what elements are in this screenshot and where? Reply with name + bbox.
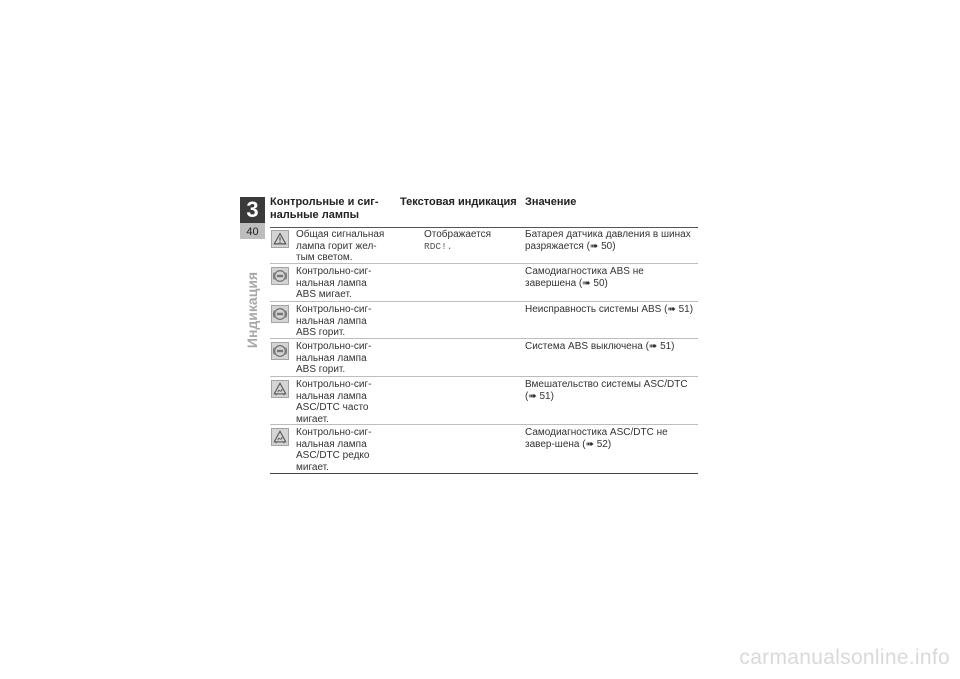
meaning: Самодиагностика ASC/DTC не завер-шена (➠ 52) bbox=[525, 427, 668, 450]
text-display-code: RDC!. bbox=[424, 240, 453, 252]
lamp-description: Контрольно-сиг-нальная лампа ASC/DTC редко мигает. bbox=[296, 427, 372, 473]
lamp-description: Контрольно-сиг-нальная лампа ABS горит. bbox=[296, 304, 372, 338]
page-number: 40 bbox=[246, 226, 259, 238]
watermark: carmanualsonline.info bbox=[739, 646, 950, 669]
meaning: Батарея датчика давления в шинах разряжается (➠ 50) bbox=[525, 229, 691, 252]
header-meaning: Значение bbox=[525, 196, 577, 208]
indicator-table bbox=[270, 227, 698, 474]
meaning: Вмешательство системы ASC/DTC (➠ 51) bbox=[525, 379, 688, 402]
text-display-label: Отображается bbox=[424, 229, 492, 240]
asc-dtc-icon bbox=[271, 428, 289, 446]
warning-triangle-icon bbox=[271, 230, 289, 248]
header-text-display: Текстовая индикация bbox=[400, 196, 517, 208]
meaning: Неисправность системы ABS (➠ 51) bbox=[525, 304, 694, 315]
table-row bbox=[270, 302, 698, 339]
lamp-description: Контрольно-сиг-нальная лампа ABS мигает. bbox=[296, 266, 372, 300]
meaning: Самодиагностика ABS не завершена (➠ 50) bbox=[525, 266, 644, 289]
meaning: Система ABS выключена (➠ 51) bbox=[525, 341, 675, 352]
chapter-label: Индикация bbox=[244, 271, 260, 349]
table-row bbox=[270, 227, 698, 264]
asc-dtc-icon bbox=[271, 380, 289, 398]
abs-icon bbox=[271, 342, 289, 360]
abs-icon bbox=[271, 305, 289, 323]
lamp-description: Контрольно-сиг-нальная лампа ABS горит. bbox=[296, 341, 372, 375]
table-row bbox=[270, 264, 698, 302]
table-header bbox=[270, 196, 698, 228]
header-lamps: Контрольные и сиг-нальные лампы bbox=[270, 196, 379, 221]
lamp-description: Общая сигнальная лампа горит жел-тым светом. bbox=[296, 229, 385, 263]
text-display bbox=[424, 229, 519, 252]
table-row bbox=[270, 377, 698, 425]
lamp-description: Контрольно-сиг-нальная лампа ASC/DTC часто мигает. bbox=[296, 379, 372, 425]
table-row bbox=[270, 339, 698, 377]
table-row bbox=[270, 425, 698, 474]
abs-icon bbox=[271, 267, 289, 285]
chapter-number: 3 bbox=[240, 197, 265, 223]
